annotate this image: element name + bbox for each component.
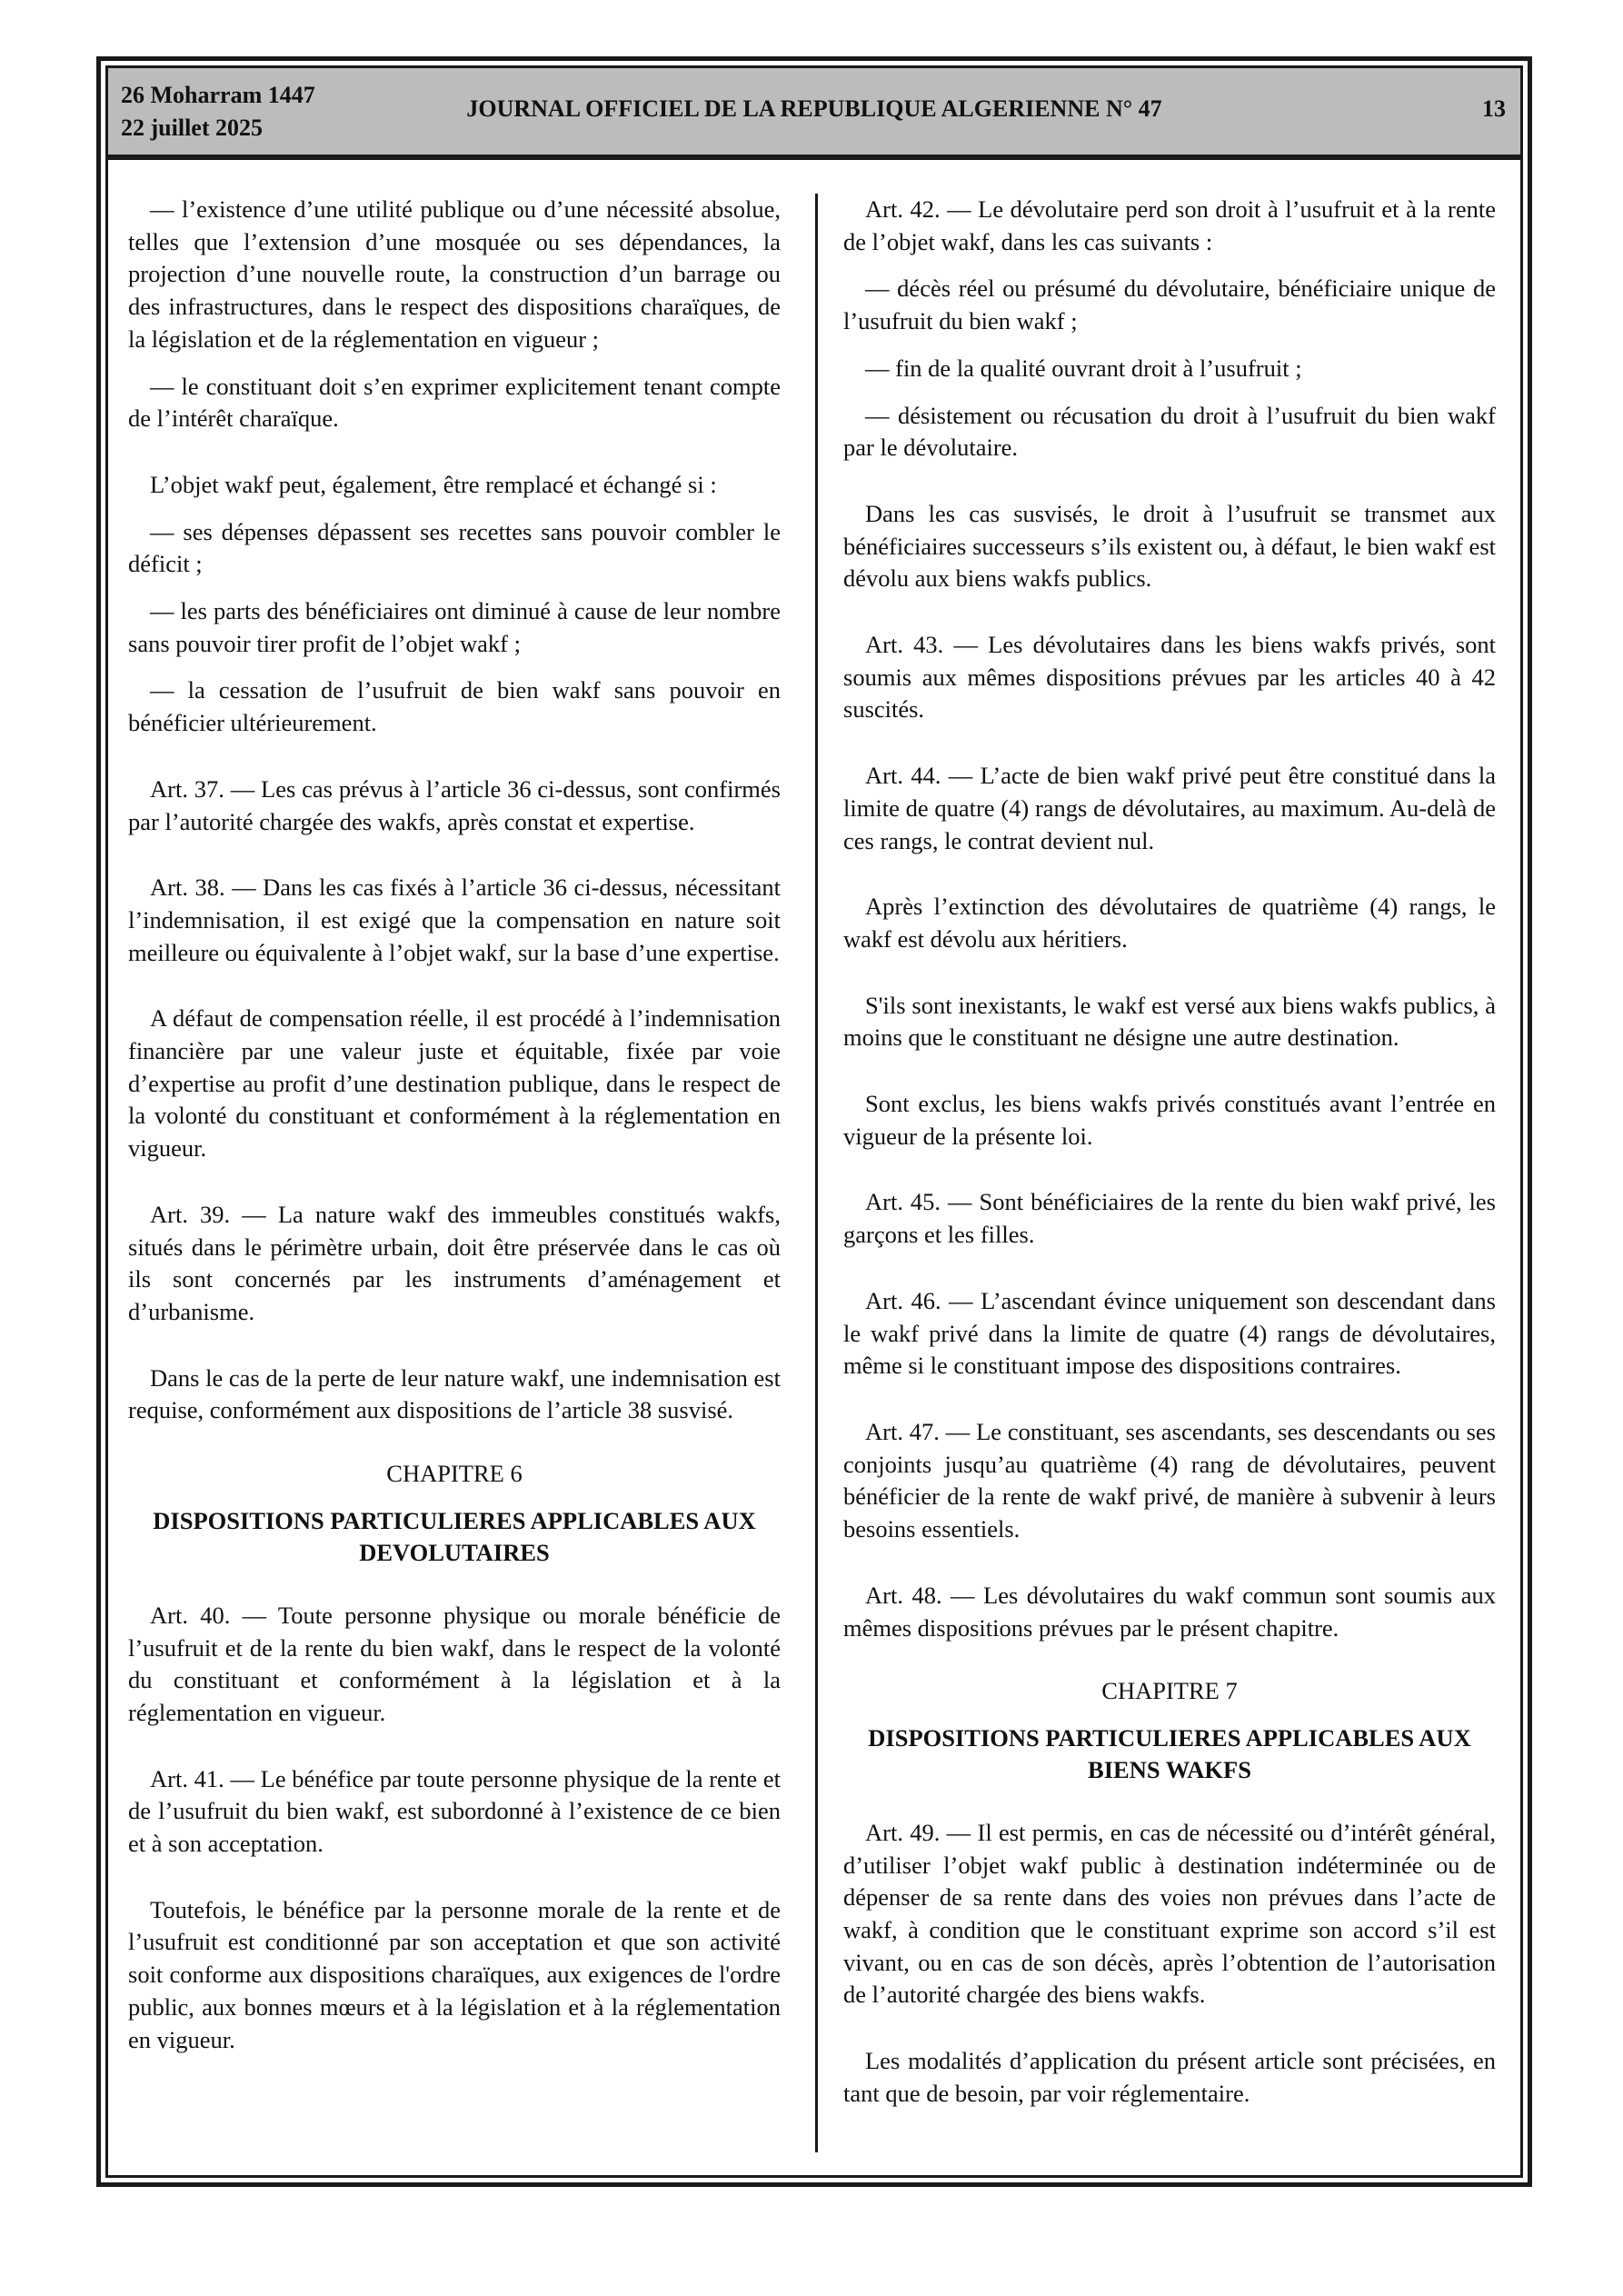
chapter-number: CHAPITRE 7: [1101, 1677, 1238, 1705]
chapter-heading: DISPOSITIONS PARTICULIERES APPLICABLES AUX DEVOLUTAIRES: [153, 1506, 756, 1566]
paragraph: Les modalités d’application du présent article sont précisées, en tant que de besoin, par voir réglementaire.: [843, 2047, 1496, 2107]
paragraph: Art. 45. — Sont bénéficiaires de la rente du bien wakf privé, les garçons et les filles.: [843, 1188, 1496, 1249]
paragraph: Dans le cas de la perte de leur nature wakf, une indemnisation est requise, conformément aux dispositions de l’article 38 susvisé.: [128, 1363, 781, 1424]
paragraph: Art. 44. — L’acte de bien wakf privé peut être constitué dans la limite de quatre (4) rangs de dévolutaires, au maximum. Au-delà de ces rangs, le contrat devient nul.: [843, 762, 1496, 854]
left-column: [128, 194, 781, 2056]
paragraph: Art. 41. — Le bénéfice par toute personne physique de la rente et de l’usufruit du bien wakf, est subordonné à l’existence de ce bien et à son acceptation.: [128, 1764, 781, 1858]
paragraph: Après l’extinction des dévolutaires de quatrième (4) rangs, le wakf est dévolu aux héritiers.: [843, 893, 1496, 953]
page-number: 13: [1482, 95, 1506, 122]
paragraph: — le constituant doit s’en exprimer explicitement tenant compte de l’intérêt charaïque.: [128, 372, 781, 433]
paragraph: Toutefois, le bénéfice par la personne morale de la rente et de l’usufruit est conditionné par son acceptation et que son activité soit conforme aux dispositions charaïques, aux exigences de l'ordre public, aux bonnes mœurs et à la législation et à la réglementation en vigueur.: [128, 1895, 781, 2053]
paragraph: A défaut de compensation réelle, il est procédé à l’indemnisation financière par une valeur juste et équitable, fixée par voie d’expertise au profit d’une destination publique, dans le respect de la volonté du constituant et conformément à la réglementation en vigueur.: [128, 1004, 781, 1163]
paragraph: — les parts des bénéficiaires ont diminué à cause de leur nombre sans pouvoir tirer profit de l’objet wakf ;: [128, 597, 781, 657]
paragraph: — décès réel ou présumé du dévolutaire, bénéficiaire unique de l’usufruit du bien wakf ;: [843, 275, 1496, 335]
chapter-number: CHAPITRE 6: [386, 1460, 523, 1488]
paragraph: Art. 38. — Dans les cas fixés à l’article 36 ci-dessus, nécessitant l’indemnisation, il est exigé que la compensation en nature soit meilleure ou équivalente à l’objet wakf, sur la base d’une expertise.: [128, 873, 781, 966]
chapter-heading: DISPOSITIONS PARTICULIERES APPLICABLES AUX BIENS WAKFS: [868, 1723, 1471, 1783]
right-column: [843, 194, 1496, 2111]
paragraph: Dans les cas susvisés, le droit à l’usufruit se transmet aux bénéficiaires successeurs s’ils existent ou, à défaut, le bien wakf est dévolu aux biens wakfs publics.: [843, 499, 1496, 593]
paragraph: — l’existence d’une utilité publique ou d’une nécessité absolue, telles que l’extension d’une mosquée ou ses dépendances, la projection d’une nouvelle route, la construction d’un barrage ou des infrastructures, dans le respect des dispositions charaïques, de la législation et de la réglementation en vigueur ;: [128, 195, 781, 353]
paragraph: Art. 49. — Il est permis, en cas de nécessité ou d’intérêt général, d’utiliser l’objet wakf public à destination indéterminée ou de dépenser de sa rente dans des voies non prévues dans l’acte de wakf, à condition que le constituant exprime son accord s’il est vivant, ou en cas de son décès, après l’obtention de l’autorisation de l’autorité chargée des biens wakfs.: [843, 1818, 1496, 2009]
paragraph: Art. 42. — Le dévolutaire perd son droit à l’usufruit et à la rente de l’objet wakf, dans les cas suivants :: [843, 195, 1496, 255]
paragraph: Art. 37. — Les cas prévus à l’article 36 ci-dessus, sont confirmés par l’autorité chargée des wakfs, après constat et expertise.: [128, 774, 781, 835]
paragraph: — la cessation de l’usufruit de bien wakf sans pouvoir en bénéficier ultérieurement.: [128, 676, 781, 737]
hijri-date: 26 Moharram 1447: [121, 82, 315, 108]
paragraph: Art. 40. — Toute personne physique ou morale bénéficie de l’usufruit et de la rente du bien wakf, dans le respect de la volonté du constituant et conformément à la législation et à la réglementation en vigueur.: [128, 1601, 781, 1726]
paragraph: L’objet wakf peut, également, être remplacé et échangé si :: [150, 470, 717, 498]
paragraph: — fin de la qualité ouvrant droit à l’usufruit ;: [865, 354, 1302, 382]
gregorian-date: 22 juillet 2025: [121, 115, 263, 141]
page-frame: [96, 56, 1532, 2187]
paragraph: Art. 48. — Les dévolutaires du wakf commun sont soumis aux mêmes dispositions prévues par le présent chapitre.: [843, 1581, 1496, 1642]
journal-title: JOURNAL OFFICIEL DE LA REPUBLIQUE ALGERIENNE N° 47: [466, 95, 1162, 122]
paragraph: Art. 46. — L’ascendant évince uniquement son descendant dans le wakf privé dans la limite de quatre (4) rangs de dévolutaires, même si le constituant impose des dispositions contraires.: [843, 1286, 1496, 1380]
paragraph: S'ils sont inexistants, le wakf est versé aux biens wakfs publics, à moins que le constituant ne désigne une autre destination.: [843, 991, 1496, 1052]
paragraph: Sont exclus, les biens wakfs privés constitués avant l’entrée en vigueur de la présente loi.: [843, 1090, 1496, 1150]
column-divider: [815, 194, 818, 2152]
journal-header: [108, 68, 1520, 160]
paragraph: — ses dépenses dépassent ses recettes sans pouvoir combler le déficit ;: [128, 517, 781, 578]
paragraph: Art. 39. — La nature wakf des immeubles constitués wakfs, situés dans le périmètre urbain, doit être préservée dans le cas où ils sont concernés par les instruments d’aménagement et d’urbanisme.: [128, 1200, 781, 1325]
paragraph: Art. 43. — Les dévolutaires dans les biens wakfs privés, sont soumis aux mêmes dispositions prévues par les articles 40 à 42 suscités.: [843, 631, 1496, 724]
paragraph: Art. 47. — Le constituant, ses ascendants, ses descendants ou ses conjoints jusqu’au quatrième (4) rang de dévolutaires, peuvent bénéficier de la rente de wakf privé, de manière à subvenir à leurs besoins essentiels.: [843, 1417, 1496, 1543]
paragraph: — désistement ou récusation du droit à l’usufruit du bien wakf par le dévolutaire.: [843, 401, 1496, 462]
